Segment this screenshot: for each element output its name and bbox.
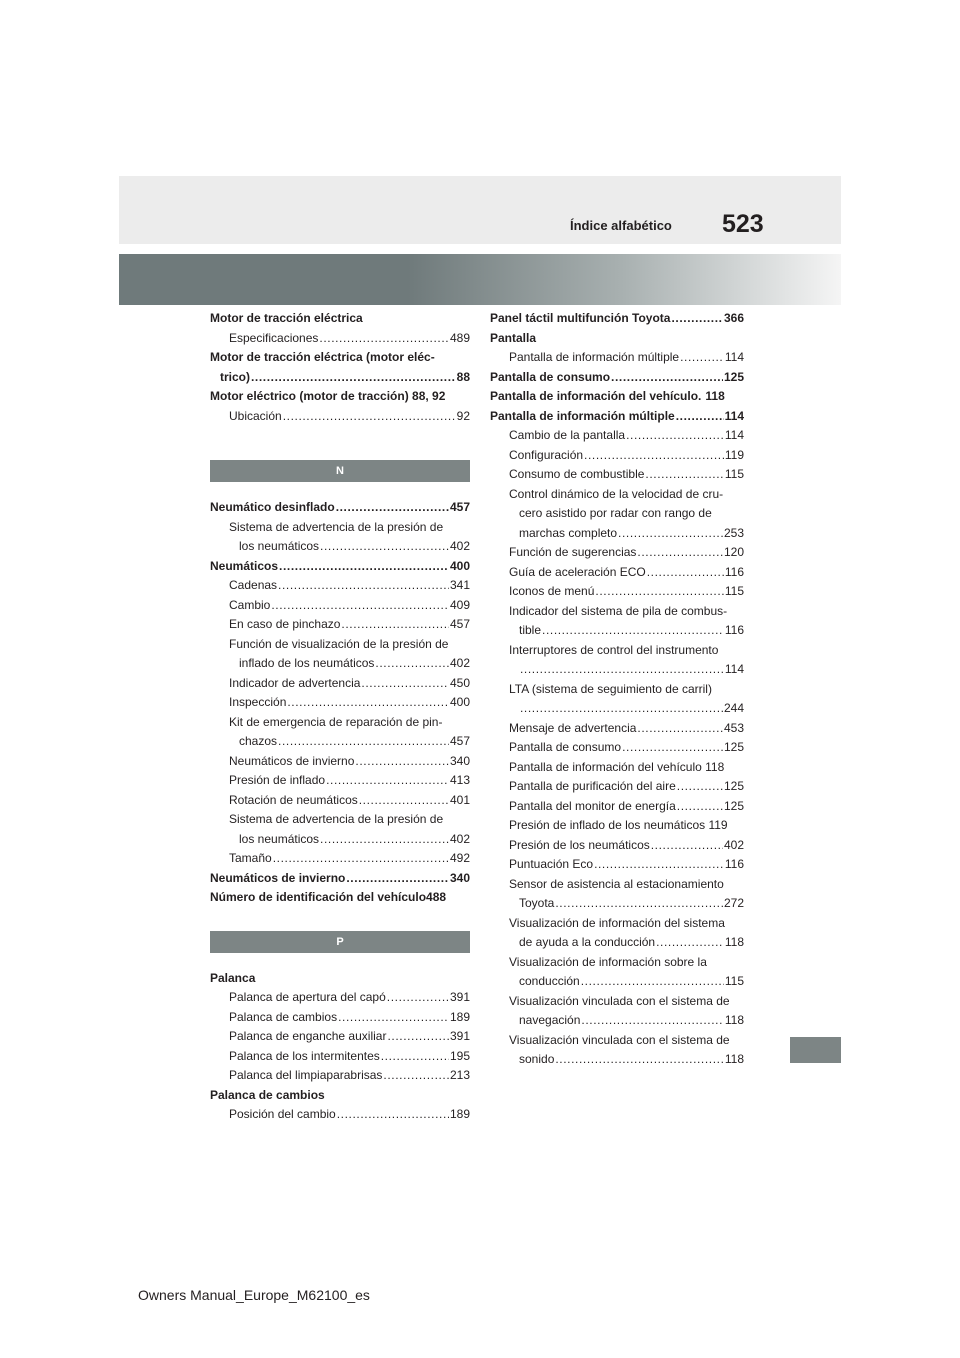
index-entry: marchas completo ..... 253 [490,524,744,544]
index-entry: Visualización de información del sistema [509,915,725,930]
index-entry: ..... 114 [490,660,744,680]
index-entry: Palanca [210,970,256,985]
index-entry: Inspección ..... 400 [210,693,470,713]
index-entry: Sistema de advertencia de la presión de [229,812,444,826]
index-entry: Palanca del limpiaparabrisas ..... 213 [210,1066,470,1086]
index-entry: Neumático desinflado ..... 457 [210,498,470,518]
index-entry: Panel táctil multifunción Toyota ..... 366 [490,309,744,329]
index-entry: Palanca de cambios [210,1087,325,1102]
index-entry: Guía de aceleración ECO ..... 116 [490,563,744,583]
index-entry: Neumáticos de invierno ..... 340 [210,752,470,772]
index-entry: Palanca de apertura del capó ..... 391 [210,988,470,1008]
index-entry: Pantalla de información múltiple ..... 114 [490,348,744,368]
footer-document-name: Owners Manual_Europe_M62100_es [138,1287,370,1303]
index-entry: Sistema de advertencia de la presión de [229,519,444,534]
index-entry: Presión de inflado de los neumáticos 119 [509,818,728,832]
index-entry: Sensor de asistencia al estacionamiento [509,876,724,891]
index-entry: de ayuda a la conducción ..... 118 [490,933,744,953]
index-entry: Pantalla de consumo ..... 125 [490,368,744,388]
index-entry: navegación ..... 118 [490,1011,744,1031]
index-entry: Toyota ..... 272 [490,894,744,914]
index-entry: Función de visualización de la presión de [229,636,449,651]
index-entry: conducción ..... 115 [490,972,744,992]
index-entry: sonido ..... 118 [490,1050,744,1070]
index-entry: chazos ..... 457 [210,732,470,752]
index-entry: Palanca de cambios ..... 189 [210,1008,470,1028]
index-entry: Pantalla de información del vehículo. 118 [490,389,725,403]
section-title: Índice alfabético [570,218,672,233]
index-entry: Neumáticos ..... 400 [210,557,470,577]
index-entry: Cambio ..... 409 [210,596,470,616]
index-entry: cero asistido por radar con rango de [519,506,712,520]
index-entry: Pantalla de información múltiple ..... 114 [490,407,744,427]
index-entry: Rotación de neumáticos ..... 401 [210,791,470,811]
index-entry: Motor eléctrico (motor de tracción) 88, 92 [210,389,446,403]
index-entry: Indicador del sistema de pila de combus- [509,603,728,618]
index-entry: trico) ..... 88 [210,368,470,388]
index-entry: Presión de los neumáticos ..... 402 [490,836,744,856]
index-entry: Especificaciones ..... 489 [210,329,470,349]
index-entry: tible ..... 116 [490,621,744,641]
index-entry: Pantalla de información del vehículo 118 [509,759,725,774]
index-entry: Interruptores de control del instrumento [509,642,719,657]
index-entry: Motor de tracción eléctrica (motor eléc- [210,350,435,364]
index-entry: Configuración ..... 119 [490,446,744,466]
index-entry: Número de identificación del vehículo488 [210,890,447,904]
index-entry: Tamaño ..... 492 [210,849,470,869]
index-entry: Visualización vinculada con el sistema de [509,993,730,1008]
index-entry: Visualización vinculada con el sistema de [509,1032,730,1047]
index-entry: En caso de pinchazo ..... 457 [210,615,470,635]
index-entry: Pantalla del monitor de energía ..... 125 [490,797,744,817]
index-entry: LTA (sistema de seguimiento de carril) [509,681,712,696]
letter-header-n: N [210,460,470,482]
index-entry: Ubicación ..... 92 [210,407,470,427]
side-tab-marker [790,1037,841,1063]
index-entry: Pantalla [490,330,537,345]
index-entry: Puntuación Eco ..... 116 [490,855,744,875]
index-entry: Función de sugerencias ..... 120 [490,543,744,563]
page-number: 523 [722,210,764,238]
index-entry: los neumáticos ..... 402 [210,830,470,850]
index-entry: los neumáticos ..... 402 [210,537,470,557]
index-entry: inflado de los neumáticos ..... 402 [210,654,470,674]
index-entry: ..... 244 [490,699,744,719]
header-gradient-bar [119,254,841,305]
index-entry: Indicador de advertencia ..... 450 [210,674,470,694]
index-entry: Pantalla de purificación del aire ..... 125 [490,777,744,797]
letter-header-p: P [210,931,470,953]
index-entry: Consumo de combustible ..... 115 [490,465,744,485]
index-entry: Iconos de menú ..... 115 [490,582,744,602]
index-entry: Pantalla de consumo ..... 125 [490,738,744,758]
index-entry: Cambio de la pantalla ..... 114 [490,426,744,446]
index-entry: Mensaje de advertencia ..... 453 [490,719,744,739]
index-entry: Palanca de los intermitentes ..... 195 [210,1047,470,1067]
index-entry: Motor de tracción eléctrica [210,311,363,325]
index-entry: Palanca de enganche auxiliar ..... 391 [210,1027,470,1047]
index-column-right [490,309,744,1070]
index-entry: Neumáticos de invierno ..... 340 [210,869,470,889]
index-entry: Visualización de información sobre la [509,954,707,969]
index-entry: Presión de inflado ..... 413 [210,771,470,791]
index-entry: Kit de emergencia de reparación de pin- [229,714,443,729]
index-entry: Posición del cambio ..... 189 [210,1105,470,1125]
index-column-left [210,309,470,1125]
index-entry: Cadenas ..... 341 [210,576,470,596]
index-entry: Control dinámico de la velocidad de cru- [509,486,724,501]
